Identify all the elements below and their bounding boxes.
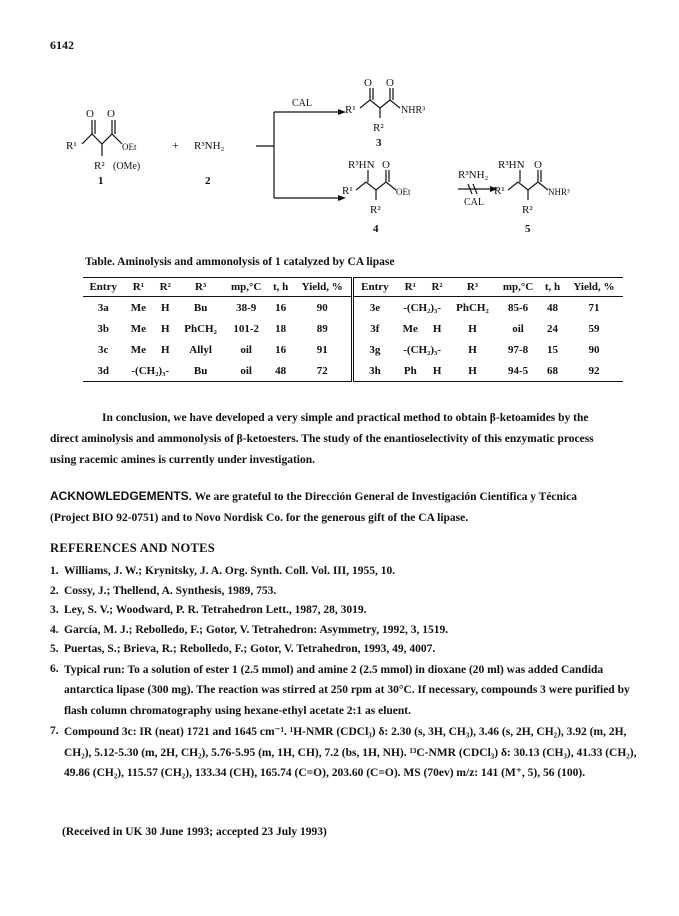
table-cell: 68 [540, 360, 565, 382]
table-cell: oil [224, 360, 268, 382]
reference-item [50, 660, 640, 722]
table-cell: 16 [275, 301, 287, 314]
table-cell: 24 [547, 322, 559, 335]
o-label-1a: O [86, 108, 94, 120]
reference-item [50, 722, 640, 784]
reference-text: Williams, J. W.; Krynitsky, J. A. Org. Synth. Coll. Vol. III, 1955, 10. [64, 565, 396, 577]
table-cell: 3c [98, 343, 109, 356]
header-r3: R³ [177, 278, 224, 297]
table-caption: Table. Aminolysis and ammonolysis of 1 catalyzed by CA lipase [85, 256, 395, 268]
table-cell: H [425, 360, 449, 382]
reference-number: 2. [50, 584, 59, 597]
reference-text: Compound 3c: IR (neat) 1721 and 1645 cm⁻¹. ¹H-NMR (CDCl₃) δ: 2.30 (s, 3H, CH₃), 3.46 (s, 2H, CH₂), 3.92 (m, 2H, CH₂), 5.12-5.30 (m, 2H, CH₂), 5.76-5.95 (m, 1H, CH), 7.2 (bs, 1H, NH). ¹³C-NMR (CDCl₃) δ: 30.13 (CH₃), 41.33 (CH₂), 49.86 (CH₂), 115.57 (CH₂), 133.34 (CH), 165.74 (C=O), 203.60 (C=O). MS (70ev) m/z: 141 (M⁺, 5), 56 (100). [64, 726, 637, 779]
reference-text: Puertas, S.; Brieva, R.; Rebolledo, F.; Gotor, V. Tetrahedron, 1993, 49, 4007. [64, 643, 436, 655]
references-heading: REFERENCES AND NOTES [50, 541, 216, 555]
table-cell: 48 [268, 360, 293, 382]
table-cell: 3d [83, 360, 123, 382]
reference-item [50, 562, 640, 581]
acknowledgements-line-1: We are grateful to the Dirección General de Investigación Científica y Técnica [194, 491, 577, 503]
table-cell: 3f [353, 318, 395, 339]
table-cell: 90 [316, 301, 328, 314]
o-label-5: O [534, 159, 542, 171]
table-cell: -(CH₂)₃- [123, 360, 177, 382]
oet-label-1: OEt [122, 142, 137, 152]
table-cell: 59 [588, 322, 600, 335]
table-cell: 92 [565, 360, 623, 382]
reference-item [50, 621, 640, 640]
table-cell: 85-6 [507, 301, 529, 314]
table-cell: H [432, 322, 442, 335]
reference-text: García, M. J.; Rebolledo, F.; Gotor, V. Tetrahedron: Asymmetry, 1992, 3, 1519. [64, 623, 449, 636]
table-cell: Ph [395, 360, 425, 382]
table-cell: 48 [547, 301, 559, 314]
table-cell: PhCH₂ [184, 322, 217, 335]
table-cell: Me [402, 322, 418, 335]
reference-number: 4. [50, 623, 59, 636]
table-cell: 72 [293, 360, 353, 382]
header-time: t, h [268, 278, 293, 297]
table-cell: Bu [193, 301, 208, 314]
conclusion-line-3: using racemic amines is currently under investigation. [50, 454, 316, 466]
header-r1-2: R¹ [395, 278, 425, 297]
conclusion-line-2: direct aminolysis and ammonolysis of β-ketoesters. The study of the enantioselectivity of this enzymatic process [50, 433, 594, 445]
table-cell: 97-8 [507, 343, 529, 356]
r3hn-label-4: R³HN [348, 159, 375, 171]
reference-number: 5. [50, 643, 59, 655]
table-row [83, 297, 623, 319]
plus-sign: + [172, 138, 179, 152]
table-cell: oil [240, 343, 252, 356]
table-cell: H [160, 343, 170, 356]
table-cell: 18 [275, 322, 287, 335]
table-cell: H [449, 360, 496, 382]
table-cell: 90 [588, 343, 600, 356]
references-list [50, 562, 640, 785]
reference-item [50, 601, 640, 620]
nhr3-label-3: NHR³ [401, 105, 426, 116]
compound-3-label: 3 [376, 137, 382, 149]
compound-2-label: 2 [205, 175, 211, 187]
table-header-row [83, 278, 623, 297]
o-label-1b: O [107, 108, 115, 120]
reference-text: Ley, S. V.; Woodward, P. R. Tetrahedron Lett., 1987, 28, 3019. [64, 604, 367, 616]
r2-label-4: R² [370, 204, 381, 216]
table-cell: 71 [588, 301, 600, 314]
header-r2-2: R² [425, 278, 449, 297]
table-cell: 3e [353, 297, 395, 319]
o-label-3a: O [364, 77, 372, 89]
table-cell: 38-9 [236, 301, 257, 314]
table-row [83, 360, 623, 382]
table-cell: H [160, 322, 170, 335]
cal-label-top: CAL [292, 98, 312, 109]
table-cell: 3b [97, 322, 110, 335]
reaction-scheme [60, 77, 620, 246]
table-cell: 3a [97, 301, 109, 314]
results-table [83, 277, 623, 382]
cal-label-bottom: CAL [464, 197, 484, 208]
amine-label: R³NH₂ [194, 140, 225, 152]
o-label-4: O [382, 159, 390, 171]
table-row [83, 339, 623, 360]
r1-label-4: R¹ [342, 185, 353, 197]
o-label-3b: O [386, 77, 394, 89]
table-cell: Me [130, 343, 147, 356]
reference-number: 1. [50, 565, 59, 577]
reference-number: 6. [50, 662, 59, 675]
page-number: 6142 [50, 38, 74, 52]
table-cell: H [468, 322, 477, 335]
compound-5-label: 5 [525, 223, 531, 235]
table-cell: Me [130, 301, 147, 314]
reference-number: 7. [50, 725, 59, 737]
table-cell: 89 [316, 322, 328, 335]
table-cell: Allyl [189, 343, 212, 356]
oet-label-4: OEt [396, 187, 411, 197]
table-cell: 101-2 [233, 322, 260, 335]
header-r2: R² [153, 278, 177, 297]
r1-label-1: R¹ [66, 140, 77, 152]
compound-4-label: 4 [373, 223, 379, 235]
r1-label-5: R¹ [494, 185, 505, 197]
received-date: (Received in UK 30 June 1993; accepted 23 July 1993) [62, 826, 327, 838]
table-cell: Bu [177, 360, 224, 382]
r2-label-1: R² [94, 160, 105, 172]
reference-text: Cossy, J.; Thellend, A. Synthesis, 1989, 753. [64, 584, 277, 597]
nhr3-label-5: NHR³ [548, 187, 570, 197]
header-mp: mp,°C [224, 278, 268, 297]
header-entry: Entry [83, 278, 123, 297]
acknowledgements-heading: ACKNOWLEDGEMENTS. [50, 489, 192, 503]
table-cell: oil [512, 322, 524, 335]
table-cell: 91 [316, 343, 328, 356]
table-cell: Me [130, 322, 147, 335]
acknowledgements-line-2: (Project BIO 92-0751) and to Novo Nordisk Co. for the generous gift of the CA lipase. [50, 512, 469, 524]
table-cell: 3g [353, 339, 395, 360]
header-r1: R¹ [123, 278, 153, 297]
ome-label: (OMe) [113, 161, 141, 172]
table-cell: -(CH₂)₃- [403, 343, 441, 356]
table-cell: H [160, 301, 170, 314]
header-yield-2: Yield, % [565, 278, 623, 297]
reference-number: 3. [50, 604, 59, 616]
r2-label-3: R² [373, 122, 384, 134]
header-entry-2: Entry [353, 278, 395, 297]
table-cell: H [468, 343, 477, 356]
table-cell: 16 [275, 343, 287, 356]
acknowledgements-paragraph [50, 486, 635, 529]
header-yield: Yield, % [293, 278, 353, 297]
table-cell: 94-5 [496, 360, 540, 382]
r3hn-label-5: R³HN [498, 159, 525, 171]
amine-label-right: R³NH₂ [458, 169, 489, 181]
r1-label-3: R¹ [345, 104, 356, 116]
header-r3-2: R³ [449, 278, 496, 297]
table-row [83, 318, 623, 339]
table-cell: PhCH₂ [456, 301, 489, 314]
reference-text: Typical run: To a solution of ester 1 (2.5 mmol) and amine 2 (2.5 mmol) in dioxane (20 ml) was added Candida antarctica lipase (300 mg). The reaction was stirred at 250 rpm at 30°C. If necessary, compounds 3 were purified by flash column chromatography using hexane-ethyl acetate 2:1 as eluent. [64, 663, 630, 717]
table-cell: -(CH₂)₃- [403, 301, 441, 314]
header-mp-2: mp,°C [496, 278, 540, 297]
conclusion-line-1: In conclusion, we have developed a very simple and practical method to obtain β-ketoamides by the [102, 412, 589, 424]
header-time-2: t, h [540, 278, 565, 297]
reference-item [50, 582, 640, 601]
conclusion-paragraph [50, 408, 630, 471]
r2-label-5: R² [522, 204, 533, 216]
reference-item [50, 640, 640, 659]
table-cell: 3h [353, 360, 395, 382]
compound-1-label: 1 [98, 175, 104, 187]
table-cell: 15 [547, 343, 559, 356]
